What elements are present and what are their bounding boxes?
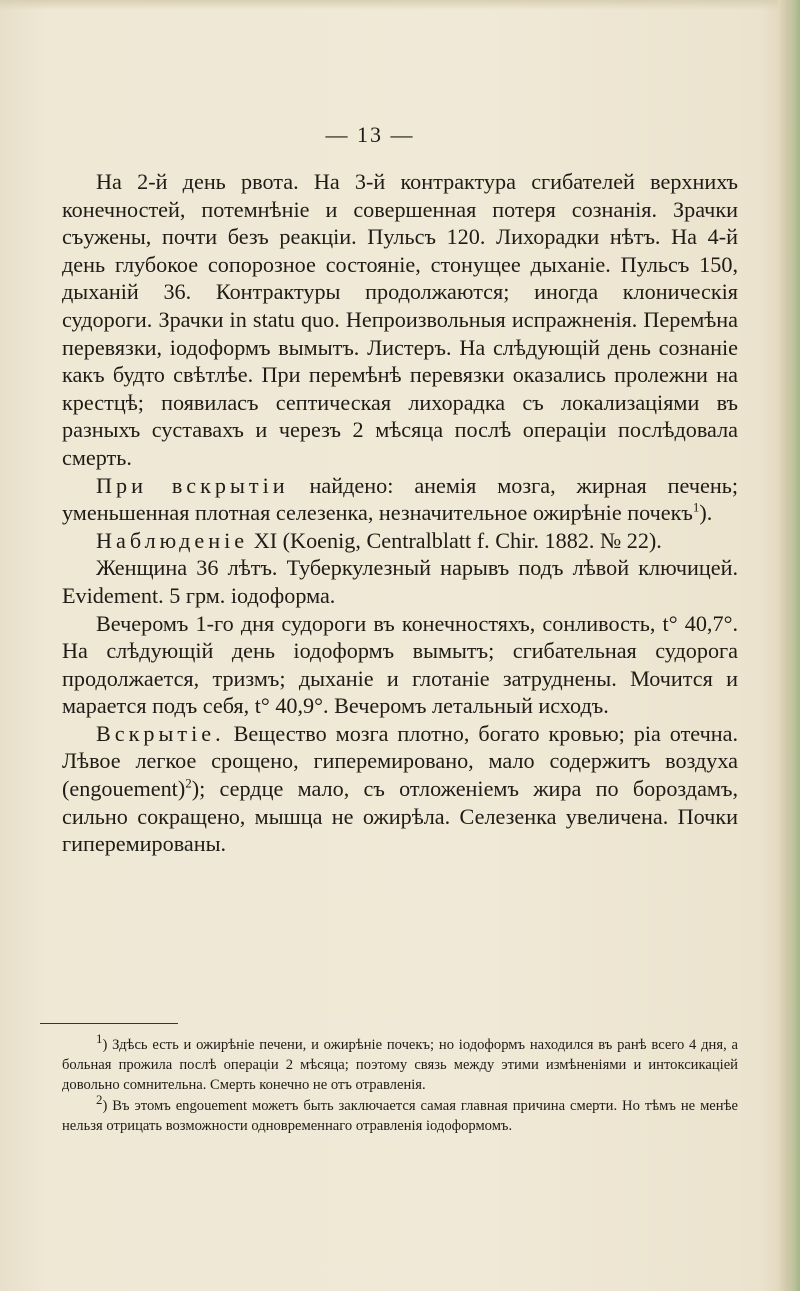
footnote-mark-1: 1 bbox=[96, 1031, 103, 1047]
footnote-mark-2: 2 bbox=[96, 1091, 103, 1107]
body-text bbox=[62, 168, 738, 858]
observation-source: XI (Koenig, Centralblatt f. Chir. 1882. № 22). bbox=[248, 527, 662, 553]
footnote-divider bbox=[40, 1023, 178, 1024]
paragraph-patient: Женщина 36 лѣтъ. Туберкулезный нарывъ подъ лѣвой ключицей. Evidement. 5 грм. іодоформа. bbox=[62, 555, 738, 608]
autopsy-heading: При вскрытіи bbox=[96, 472, 289, 498]
footnote-ref-1[interactable]: 1 bbox=[692, 499, 700, 515]
autopsy-findings-2-end: ); сердце мало, съ отложеніемъ жира по бороздамъ, сильно сокращено, мышца не ожирѣла. Селезенка увеличена. Почки гиперемированы. bbox=[62, 776, 738, 857]
footnote-ref-2[interactable]: 2 bbox=[185, 775, 192, 791]
paragraph-case-course: На 2-й день рвота. На 3-й контрактура сгибателей верхнихъ конечностей, потемнѣніе и совершенная потеря сознанія. Зрачки съужены, почти безъ реакціи. Пульсъ 120. Лихорадки нѣтъ. На 4-й день глубокое сопорозное состояніе, стонущее дыханіе. Пульсъ 150, дыханій 36. Контрактуры продолжаются; иногда клоническія судороги. Зрачки in statu quo. Непроизвольныя испражненія. Перемѣна перевязки, іодоформъ вымытъ. Листеръ. На слѣдующій день сознаніе какъ будто свѣтлѣе. При перемѣнѣ перевязки оказались пролежни на крестцѣ; появиласъ септическая лихорадка съ локализаціями въ разныхъ суставахъ и черезъ 2 мѣсяца послѣ операціи послѣдовала смерть. bbox=[62, 169, 738, 470]
paragraph-symptoms: Вечеромъ 1-го дня судороги въ конечностяхъ, сонливость, t° 40,7°. На слѣдующій день іодоформъ вымытъ; сгибательная судорога продолжается, тризмъ; дыханіе и глотаніе затруднены. Мочится и марается подъ себя, t° 40,9°. Вечеромъ летальный исходъ. bbox=[62, 610, 738, 719]
paragraph-autopsy-2 bbox=[62, 720, 738, 858]
autopsy-heading-2: Вскрытіе. bbox=[96, 720, 225, 746]
autopsy-findings: найдено: анемія мозга, жирная печень; уменьшенная плотная селезенка, незначительное ожирѣніе почекъ bbox=[62, 472, 739, 526]
observation-label: Наблюденіе bbox=[96, 527, 249, 553]
page-right-edge bbox=[778, 0, 800, 1291]
footnote-2 bbox=[62, 1091, 738, 1136]
footnote-2-text: ) Въ этомъ engouement можетъ быть заключается самая главная причина смерти. Но тѣмъ не менѣе нельзя отрицать возможности одновременнаго отравленія іодоформомъ. bbox=[62, 1097, 738, 1134]
page-top-shadow bbox=[0, 0, 800, 10]
page-number: — 13 — bbox=[325, 122, 415, 147]
footnote-1-text: ) Здѣсь есть и ожирѣніе печени, и ожирѣніе почекъ; но іодоформъ находился въ ранѣ всего 4 дня, а больная прожила послѣ операціи 2 мѣсяца; поэтому связь между этими измѣненіями и интоксикаціей довольно сомнительна. Смерть конечно не отъ отравленія. bbox=[62, 1037, 738, 1094]
autopsy-findings-end: ). bbox=[699, 500, 713, 526]
paragraph-autopsy-1 bbox=[62, 472, 738, 527]
autopsy-findings-2: Вещество мозга плотно, богато кровью; pia отечна. Лѣвое легкое срощено, гиперемировано, мало содержитъ воздуха (engouement) bbox=[62, 720, 738, 802]
footnote-1 bbox=[62, 1031, 738, 1096]
paragraph-observation-heading bbox=[62, 527, 738, 555]
footnotes bbox=[62, 1031, 738, 1136]
